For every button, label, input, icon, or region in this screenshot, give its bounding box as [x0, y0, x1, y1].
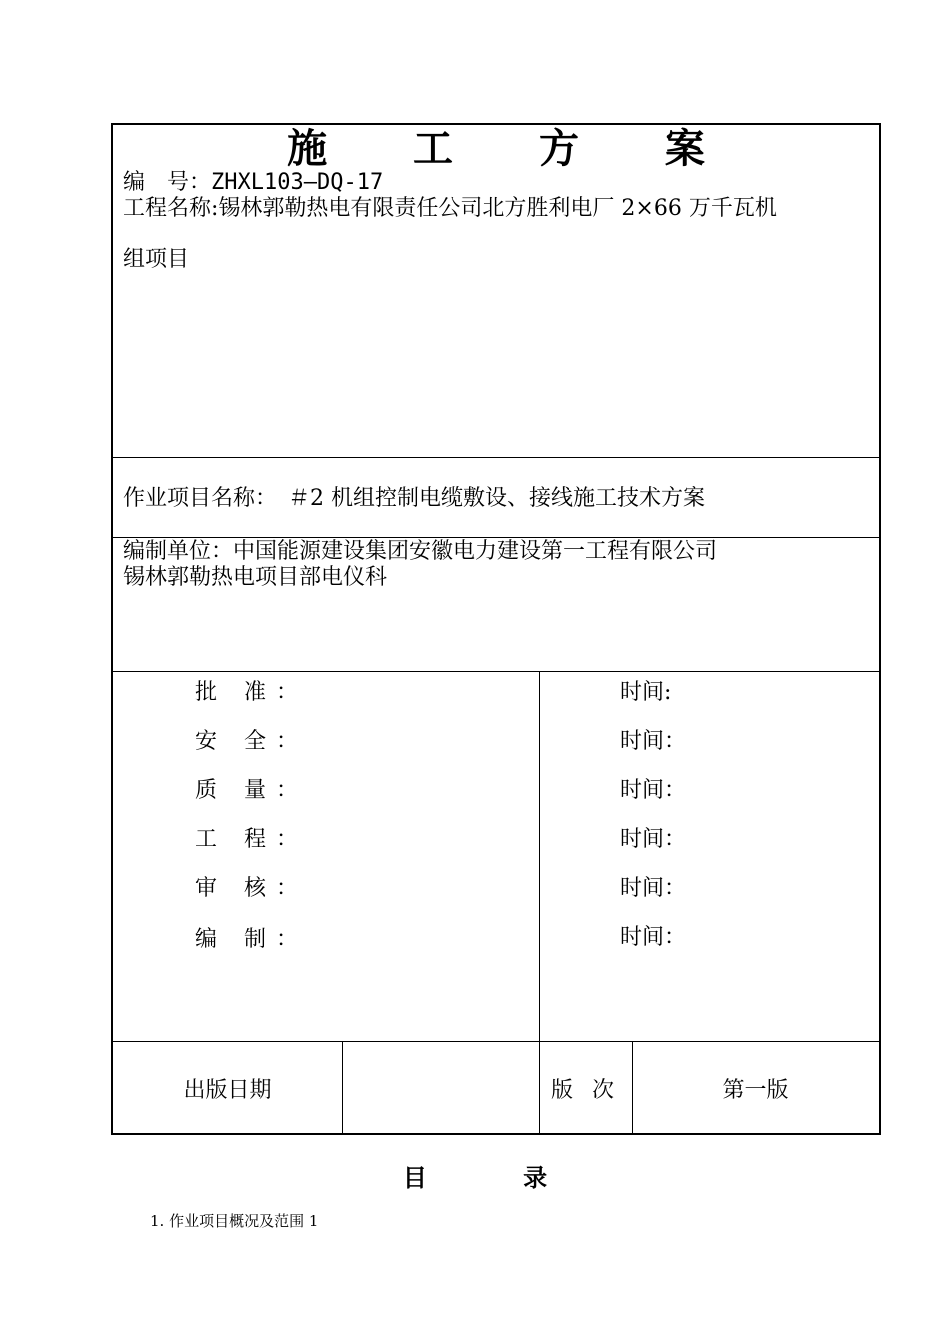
- organization-line2: 锡林郭勒热电项目部电仪科: [123, 565, 388, 590]
- signature-role-approve: 批 准：: [195, 680, 308, 705]
- signature-time-approve: 时间:: [620, 680, 672, 705]
- work-item-name: 作业项目名称： ＃2 机组控制电缆敷设、接线施工技术方案: [123, 486, 705, 511]
- signature-time-engineering: 时间：: [620, 827, 687, 852]
- signature-time-safety: 时间：: [620, 729, 687, 754]
- signature-role-engineering: 工 程：: [195, 827, 308, 852]
- column-divider: [539, 671, 540, 1133]
- signature-role-quality: 质 量：: [195, 778, 308, 803]
- project-name-line1: 工程名称:锡林郭勒热电有限责任公司北方胜利电厂 2×66 万千瓦机: [123, 196, 777, 221]
- document-number: [123, 170, 383, 196]
- document-number-value: ZHXL103—DQ-17: [211, 170, 384, 195]
- signature-role-review: 审 核：: [195, 876, 308, 901]
- organization-line1: 编制单位：中国能源建设集团安徽电力建设第一工程有限公司: [123, 539, 718, 564]
- publish-date-label: 出版日期: [183, 1078, 272, 1103]
- document-title: 施 工 方 案: [287, 126, 741, 172]
- project-name-line2: 组项目: [123, 247, 190, 272]
- signature-role-prepare: 编 制：: [195, 927, 308, 952]
- divider: [113, 1041, 879, 1042]
- signature-time-prepare: 时间：: [620, 925, 687, 950]
- toc-item[interactable]: 1. 作业项目概况及范围 1: [150, 1212, 319, 1230]
- divider: [113, 537, 879, 538]
- signature-role-safety: 安 全：: [195, 729, 308, 754]
- document-number-label: 编 号：: [123, 170, 212, 195]
- cover-sheet-table: [111, 123, 881, 1135]
- toc-title: 目 录: [402, 1163, 592, 1192]
- column-divider: [342, 1041, 343, 1133]
- signature-time-quality: 时间：: [620, 778, 687, 803]
- edition-label: 版 次: [551, 1078, 620, 1103]
- divider: [113, 671, 879, 672]
- divider: [113, 457, 879, 458]
- signature-time-review: 时间：: [620, 876, 687, 901]
- edition-value: 第一版: [722, 1078, 789, 1103]
